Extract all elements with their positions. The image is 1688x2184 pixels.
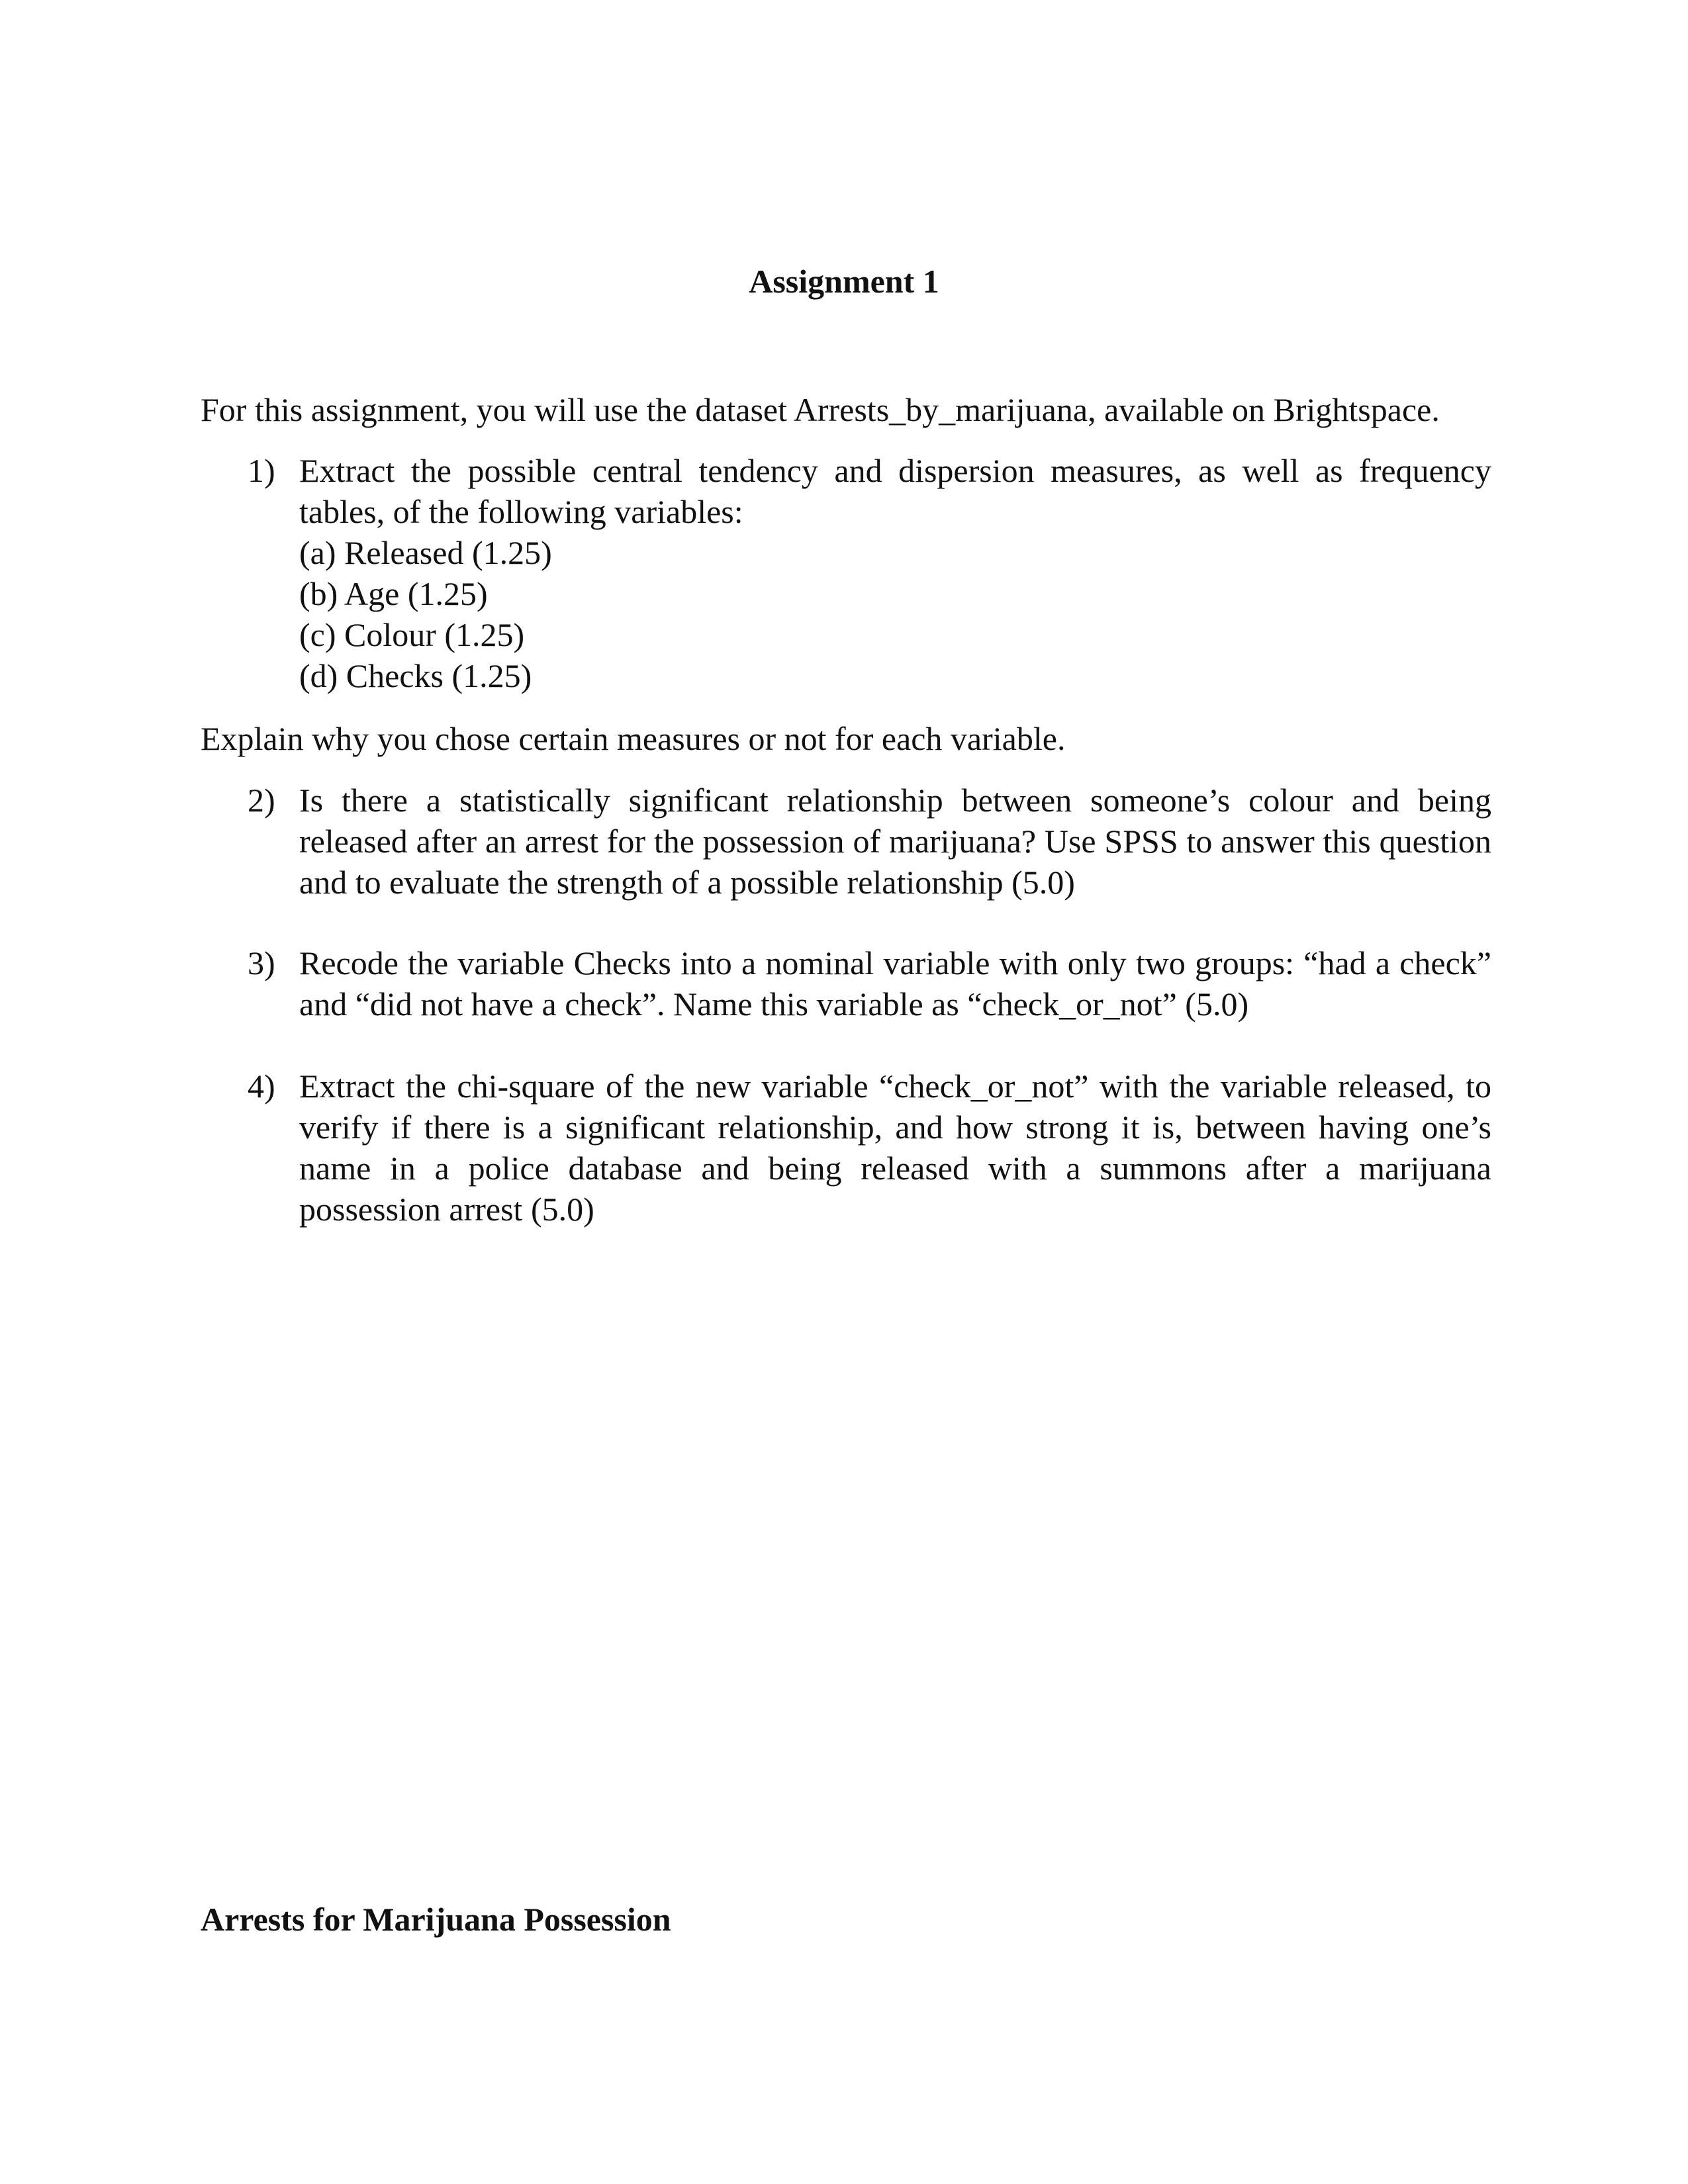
question-2-text: Is there a statistically significant relationship between someone’s colour and being released after an arrest for the possession of marijuana? Use SPSS to answer this question and to evaluate the strength of a possible relationship (5.0) xyxy=(299,782,1491,901)
question-1-item-c: (c) Colour (1.25) xyxy=(299,616,525,653)
question-1-item-a: (a) Released (1.25) xyxy=(299,534,552,571)
question-1-number: 1) xyxy=(248,452,275,489)
question-3-text: Recode the variable Checks into a nominal variable with only two groups: “had a check” and “did not have a check”. Name this variable as “check_or_not” (5.0) xyxy=(299,944,1491,1023)
question-1-item-d: (d) Checks (1.25) xyxy=(299,657,532,694)
question-2-number: 2) xyxy=(248,782,275,819)
question-1-text: Extract the possible central tendency and dispersion measures, as well as frequency tables, of the following variables: xyxy=(299,452,1491,530)
section-heading: Arrests for Marijuana Possession xyxy=(201,1901,671,1938)
question-3-number: 3) xyxy=(248,944,275,981)
question-4-number: 4) xyxy=(248,1068,275,1105)
page-title: Assignment 1 xyxy=(749,263,939,300)
question-1 xyxy=(299,450,1491,696)
question-1-item-b: (b) Age (1.25) xyxy=(299,575,488,612)
explain-paragraph: Explain why you chose certain measures or not for each variable. xyxy=(201,720,1066,757)
intro-paragraph: For this assignment, you will use the dataset Arrests_by_marijuana, available on Brightspace. xyxy=(201,391,1440,428)
question-4-text: Extract the chi-square of the new variable “check_or_not” with the variable released, to verify if there is a significant relationship, and how strong it is, between having one’s name in a police database and being released with a summons after a marijuana possession arrest (5.0) xyxy=(299,1068,1491,1228)
